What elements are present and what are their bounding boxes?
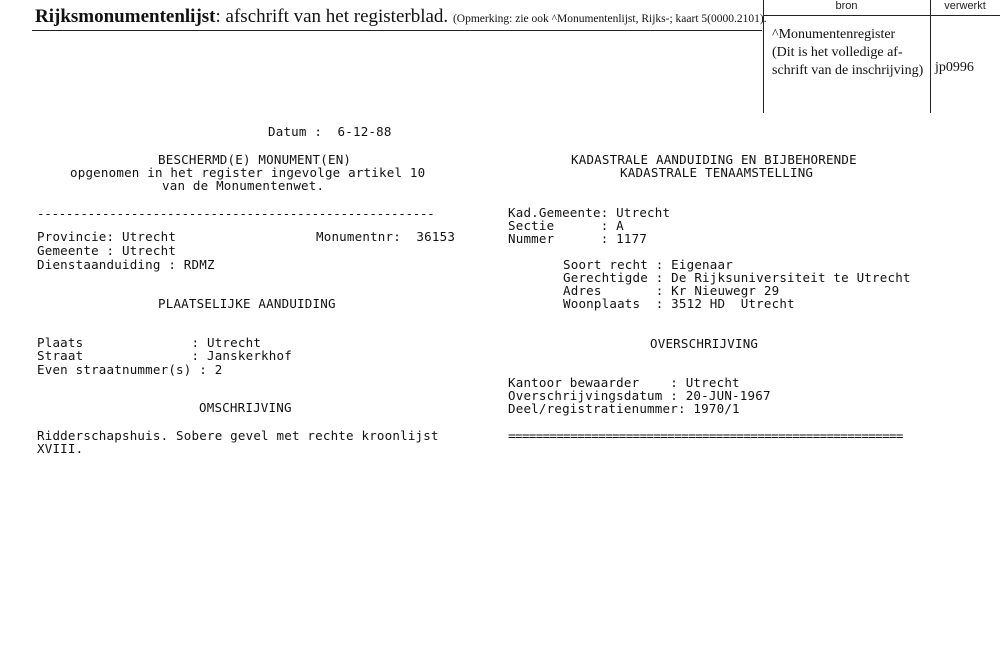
info-table-border-left [763,0,764,113]
info-table-header-rule [763,15,1000,16]
doc-straat: Straat : Janskerkhof [37,348,292,363]
doc-kantoor-bewaarder: Kantoor bewaarder : Utrecht [508,375,740,390]
doc-gemeente: Gemeente : Utrecht [37,243,177,258]
doc-soort-recht: Soort recht : Eigenaar [563,257,733,272]
doc-kadastrale-heading1: KADASTRALE AANDUIDING EN BIJBEHORENDE [571,152,857,167]
info-col-bron-header: bron [835,0,858,12]
info-col-verwerkt-header: verwerkt [944,0,986,12]
doc-overschrijvingsdatum: Overschrijvingsdatum : 20-JUN-1967 [508,388,771,403]
doc-kadastrale-heading2: KADASTRALE TENAAMSTELLING [620,165,814,180]
title-rest: : afschrift van het registerblad. [215,6,449,27]
doc-equals-rule: ========================================================= [508,428,903,443]
doc-monumentnr: Monumentnr: 36153 [316,229,456,244]
doc-gerechtigde: Gerechtigde : De Rijksuniversiteit te Utrecht [563,270,911,285]
header-rule [32,30,762,31]
doc-plaats: Plaats : Utrecht [37,335,262,350]
doc-omschrijving-line2: XVIII. [37,441,84,456]
doc-heading-wet: van de Monumentenwet. [162,178,325,193]
info-table-divider [930,0,931,113]
doc-sectie: Sectie : A [508,218,624,233]
doc-dienstaanduiding: Dienstaanduiding : RDMZ [37,257,215,272]
info-verwerkt-value: jp0996 [935,60,974,75]
doc-heading-monument: BESCHERMD(E) MONUMENT(EN) [158,152,352,167]
doc-provincie: Provincie: Utrecht [37,229,177,244]
title-note: (Opmerking: zie ook ^Monumentenlijst, Rijks-; kaart 5(0000.2101). [452,13,767,25]
page-title [35,6,767,28]
doc-kad-gemeente: Kad.Gemeente: Utrecht [508,205,671,220]
info-bron-value: ^Monumentenregister (Dit is het volledige af- schrift van de inschrijving) [772,27,924,78]
doc-datum: Datum : 6-12-88 [268,124,392,139]
doc-deel-registratie: Deel/registratienummer: 1970/1 [508,401,740,416]
doc-straatnummer: Even straatnummer(s) : 2 [37,362,223,377]
doc-heading-register: opgenomen in het register ingevolge artikel 10 [70,165,426,180]
doc-omschrijving-line1: Ridderschapshuis. Sobere gevel met rechte kroonlijst [37,428,439,443]
doc-woonplaats: Woonplaats : 3512 HD Utrecht [563,296,795,311]
doc-plaatselijke-heading: PLAATSELIJKE AANDUIDING [158,296,336,311]
doc-dash-rule: ------------------------------------------------------- [37,206,435,221]
doc-overschrijving-heading: OVERSCHRIJVING [650,336,759,351]
doc-adres: Adres : Kr Nieuwegr 29 [563,283,780,298]
doc-omschrijving-heading: OMSCHRIJVING [199,400,292,415]
title-bold: Rijksmonumentenlijst [35,6,216,27]
doc-nummer: Nummer : 1177 [508,231,648,246]
